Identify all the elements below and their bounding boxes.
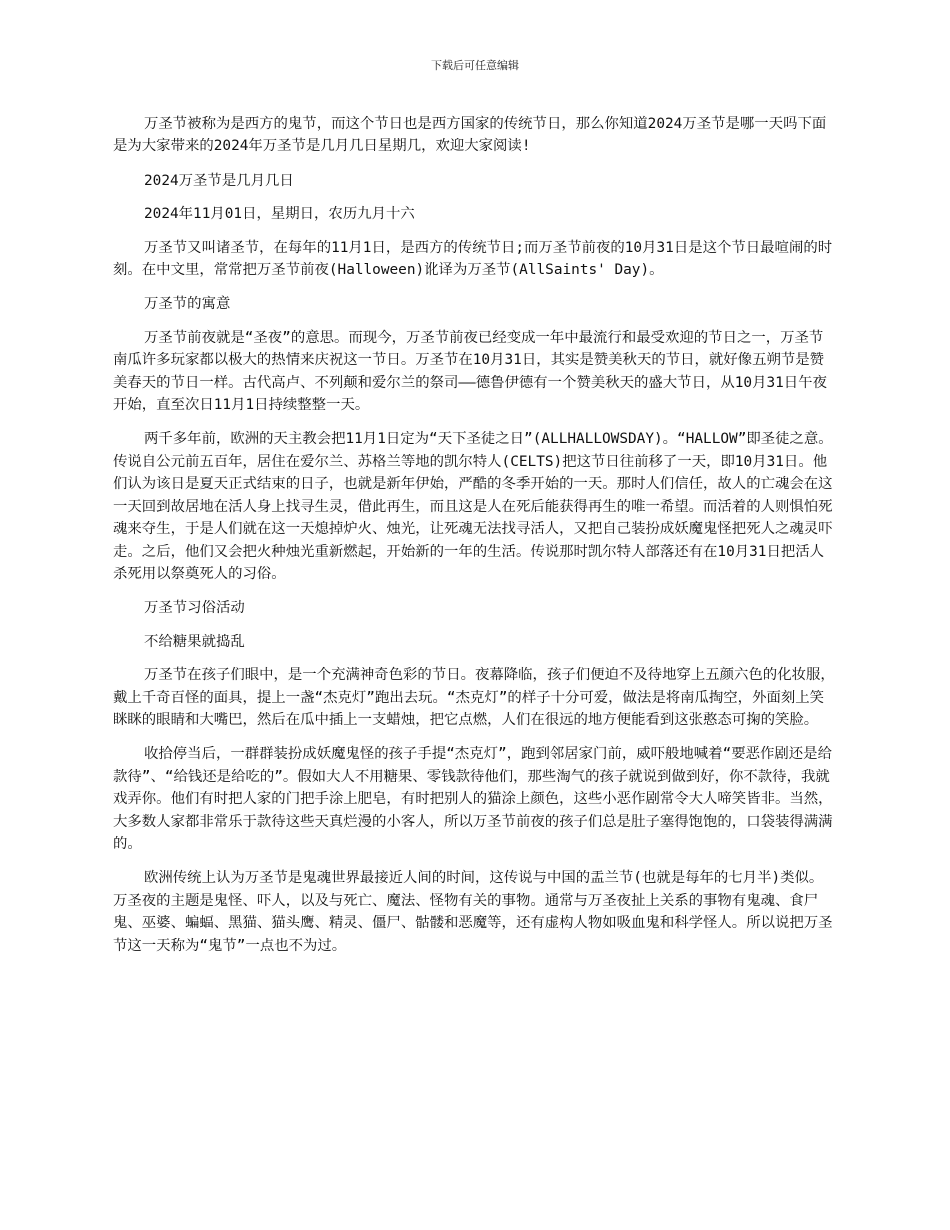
history-paragraph: 两千多年前，欧洲的天主教会把11月1日定为“天下圣徒之日”(ALLHALLOWSDAY)。“HALLOW”即圣徒之意。传说自公元前五百年，居住在爱尔兰、苏格兰等地的凯尔特人(CELTS)把这节日往前移了一天，即10月31日。他们认为该日是夏天正式结束的日子，也就是新年伊始，严酷的冬季开始的一天。那时人们信任，故人的亡魂会在这一天回到故居地在活人身上找寻生灵，借此再生，而且这是人在死后能获得再生的唯一希望。而活着的人则惧怕死魂来夺生，于是人们就在这一天熄掉炉火、烛光，让死魂无法找寻活人，又把自己装扮成妖魔鬼怪把死人之魂灵吓走。之后，他们又会把火种烛光重新燃起，开始新的一年的生活。传说那时凯尔特人部落还有在10月31日把活人杀死用以祭奠死人的习俗。 bbox=[113, 431, 833, 582]
trick-or-treat-paragraph: 收拾停当后，一群群装扮成妖魔鬼怪的孩子手提“杰克灯”，跑到邻居家门前，威吓般地喊着“要恶作剧还是给款待”、“给钱还是给吃的”。假如大人不用糖果、零钱款待他们，那些淘气的孩子就说到做到好，你不款待，我就戏弄你。他们有时把人家的门把手涂上肥皂，有时把别人的猫涂上颜色，这些小恶作剧常令大人啼笑皆非。当然，大多数人家都非常乐于款待这些天真烂漫的小客人，所以万圣节前夜的孩子们总是肚子塞得饱饱的，口袋装得满满的。 bbox=[113, 746, 833, 852]
meaning-paragraph: 万圣节前夜就是“圣夜”的意思。而现今，万圣节前夜已经变成一年中最流行和最受欢迎的节日之一，万圣节南瓜许多玩家都以极大的热情来庆祝这一节日。万圣节在10月31日，其实是赞美秋天的节日，就好像五朔节是赞美春天的节日一样。古代高卢、不列颠和爱尔兰的祭司——德鲁伊德有一个赞美秋天的盛大节日，从10月31日午夜开始，直至次日11月1日持续整整一天。 bbox=[113, 329, 827, 414]
date-line: 2024年11月01日，星期日，农历九月十六 bbox=[144, 206, 415, 223]
subheading-trick-or-treat: 不给糖果就捣乱 bbox=[144, 633, 245, 650]
header-note: 下载后可任意编辑 bbox=[431, 59, 519, 72]
section-heading-meaning: 万圣节的寓意 bbox=[144, 296, 231, 313]
section-heading-date: 2024万圣节是几月几日 bbox=[144, 172, 294, 189]
section-heading-customs: 万圣节习俗活动 bbox=[144, 600, 245, 617]
european-tradition-paragraph: 欧洲传统上认为万圣节是鬼魂世界最接近人间的时间，这传说与中国的盂兰节(也就是每年的七月半)类似。万圣夜的主题是鬼怪、吓人，以及与死亡、魔法、怪物有关的事物。通常与万圣夜扯上关系的事物有鬼魂、食尸鬼、巫婆、蝙蝠、黑猫、猫头鹰、精灵、僵尸、骷髅和恶魔等，还有虚构人物如吸血鬼和科学怪人。所以说把万圣节这一天称为“鬼节”一点也不为过。 bbox=[113, 870, 833, 954]
origin-paragraph: 万圣节又叫诸圣节，在每年的11月1日，是西方的传统节日;而万圣节前夜的10月31日是这个节日最喧闹的时刻。在中文里，常常把万圣节前夜(Halloween)讹译为万圣节(AllSaints' Day)。 bbox=[113, 239, 833, 279]
jack-lantern-paragraph: 万圣节在孩子们眼中，是一个充满神奇色彩的节日。夜幕降临，孩子们便迫不及待地穿上五颜六色的化妆服，戴上千奇百怪的面具，提上一盏“杰克灯”跑出去玩。“杰克灯”的样子十分可爱，做法是将南瓜掏空，外面刻上笑眯眯的眼睛和大嘴巴，然后在瓜中插上一支蜡烛，把它点燃，人们在很远的地方便能看到这张憨态可掬的笑脸。 bbox=[113, 667, 835, 728]
document-body bbox=[113, 113, 837, 969]
intro-paragraph: 万圣节被称为是西方的鬼节，而这个节日也是西方国家的传统节日，那么你知道2024万圣节是哪一天吗下面是为大家带来的2024年万圣节是几月几日星期几，欢迎大家阅读! bbox=[113, 116, 827, 155]
